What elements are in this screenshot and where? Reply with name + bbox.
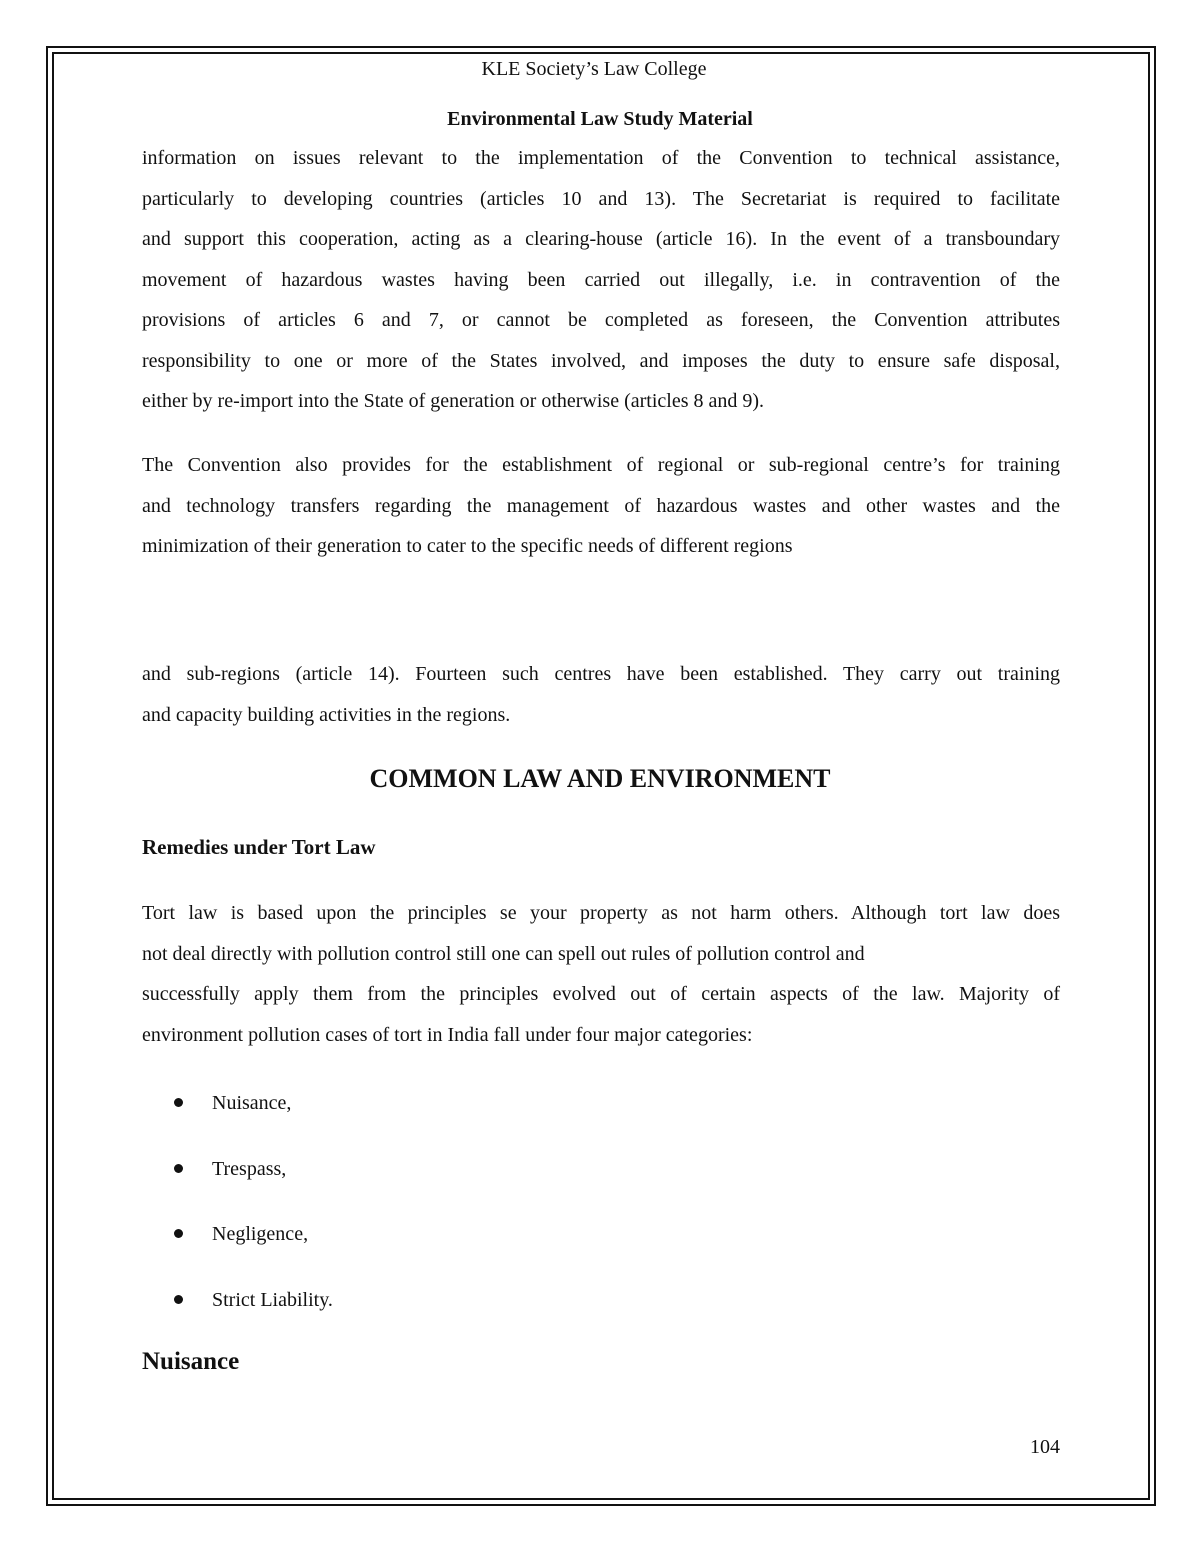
- paragraph-line: responsibility to one or more of the States involved, and imposes the duty to ensure safe disposal,: [142, 349, 1060, 372]
- bullet-icon: [174, 1098, 183, 1107]
- paragraph-line: information on issues relevant to the implementation of the Convention to technical assistance,: [142, 147, 1060, 169]
- list-item-label: Trespass,: [212, 1157, 287, 1180]
- page-number: 104: [1030, 1436, 1060, 1458]
- paragraph-line: minimization of their generation to cater to the specific needs of different regions: [142, 535, 793, 557]
- paragraph-line: The Convention also provides for the establishment of regional or sub-regional centre’s for training: [142, 454, 1060, 476]
- section-title: COMMON LAW AND ENVIRONMENT: [369, 764, 831, 793]
- list-item: [172, 1280, 333, 1346]
- sub-heading-tort-law: Remedies under Tort Law: [142, 835, 376, 859]
- list-item: [172, 1149, 333, 1215]
- header-study-material: Environmental Law Study Material: [447, 108, 753, 130]
- paragraph-line: Tort law is based upon the principles se your property as not harm others. Although tort law does: [142, 902, 1060, 924]
- tort-categories-list: [172, 1083, 333, 1345]
- header-college-name: KLE Society’s Law College: [481, 58, 707, 80]
- bullet-icon: [174, 1164, 183, 1173]
- paragraph-line: either by re-import into the State of generation or otherwise (articles 8 and 9).: [142, 390, 765, 412]
- paragraph-line: successfully apply them from the principles evolved out of certain aspects of the law. Majority of: [142, 983, 1060, 1005]
- paragraph-tort-law: [142, 893, 1060, 1055]
- bullet-icon: [174, 1229, 183, 1238]
- paragraph-line: and support this cooperation, acting as a clearing-house (article 16). In the event of a transboundary: [142, 228, 1060, 250]
- list-item: [172, 1214, 333, 1280]
- list-item: [172, 1083, 333, 1149]
- bullet-icon: [174, 1295, 183, 1304]
- paragraph-sub-regions: [142, 654, 1060, 735]
- paragraph-line: and capacity building activities in the regions.: [142, 703, 511, 726]
- paragraph-line: movement of hazardous wastes having been carried out illegally, i.e. in contravention of the: [142, 268, 1060, 291]
- list-item-label: Negligence,: [212, 1223, 309, 1245]
- nuisance-heading: Nuisance: [142, 1348, 240, 1375]
- paragraph-line: and technology transfers regarding the management of hazardous wastes and other wastes and the: [142, 494, 1060, 517]
- paragraph-line: and sub-regions (article 14). Fourteen such centres have been established. They carry out training: [142, 663, 1060, 685]
- list-item-label: Nuisance,: [212, 1092, 292, 1114]
- paragraph-line: not deal directly with pollution control still one can spell out rules of pollution control and: [142, 942, 865, 965]
- paragraph-line: particularly to developing countries (articles 10 and 13). The Secretariat is required to facilitate: [142, 187, 1060, 210]
- paragraph-regional-centres: [142, 445, 1060, 567]
- paragraph-line: environment pollution cases of tort in India fall under four major categories:: [142, 1023, 753, 1046]
- paragraph-line: provisions of articles 6 and 7, or cannot be completed as foreseen, the Convention attributes: [142, 309, 1060, 331]
- list-item-label: Strict Liability.: [212, 1288, 333, 1311]
- paragraph-convention-cooperation: [142, 138, 1060, 422]
